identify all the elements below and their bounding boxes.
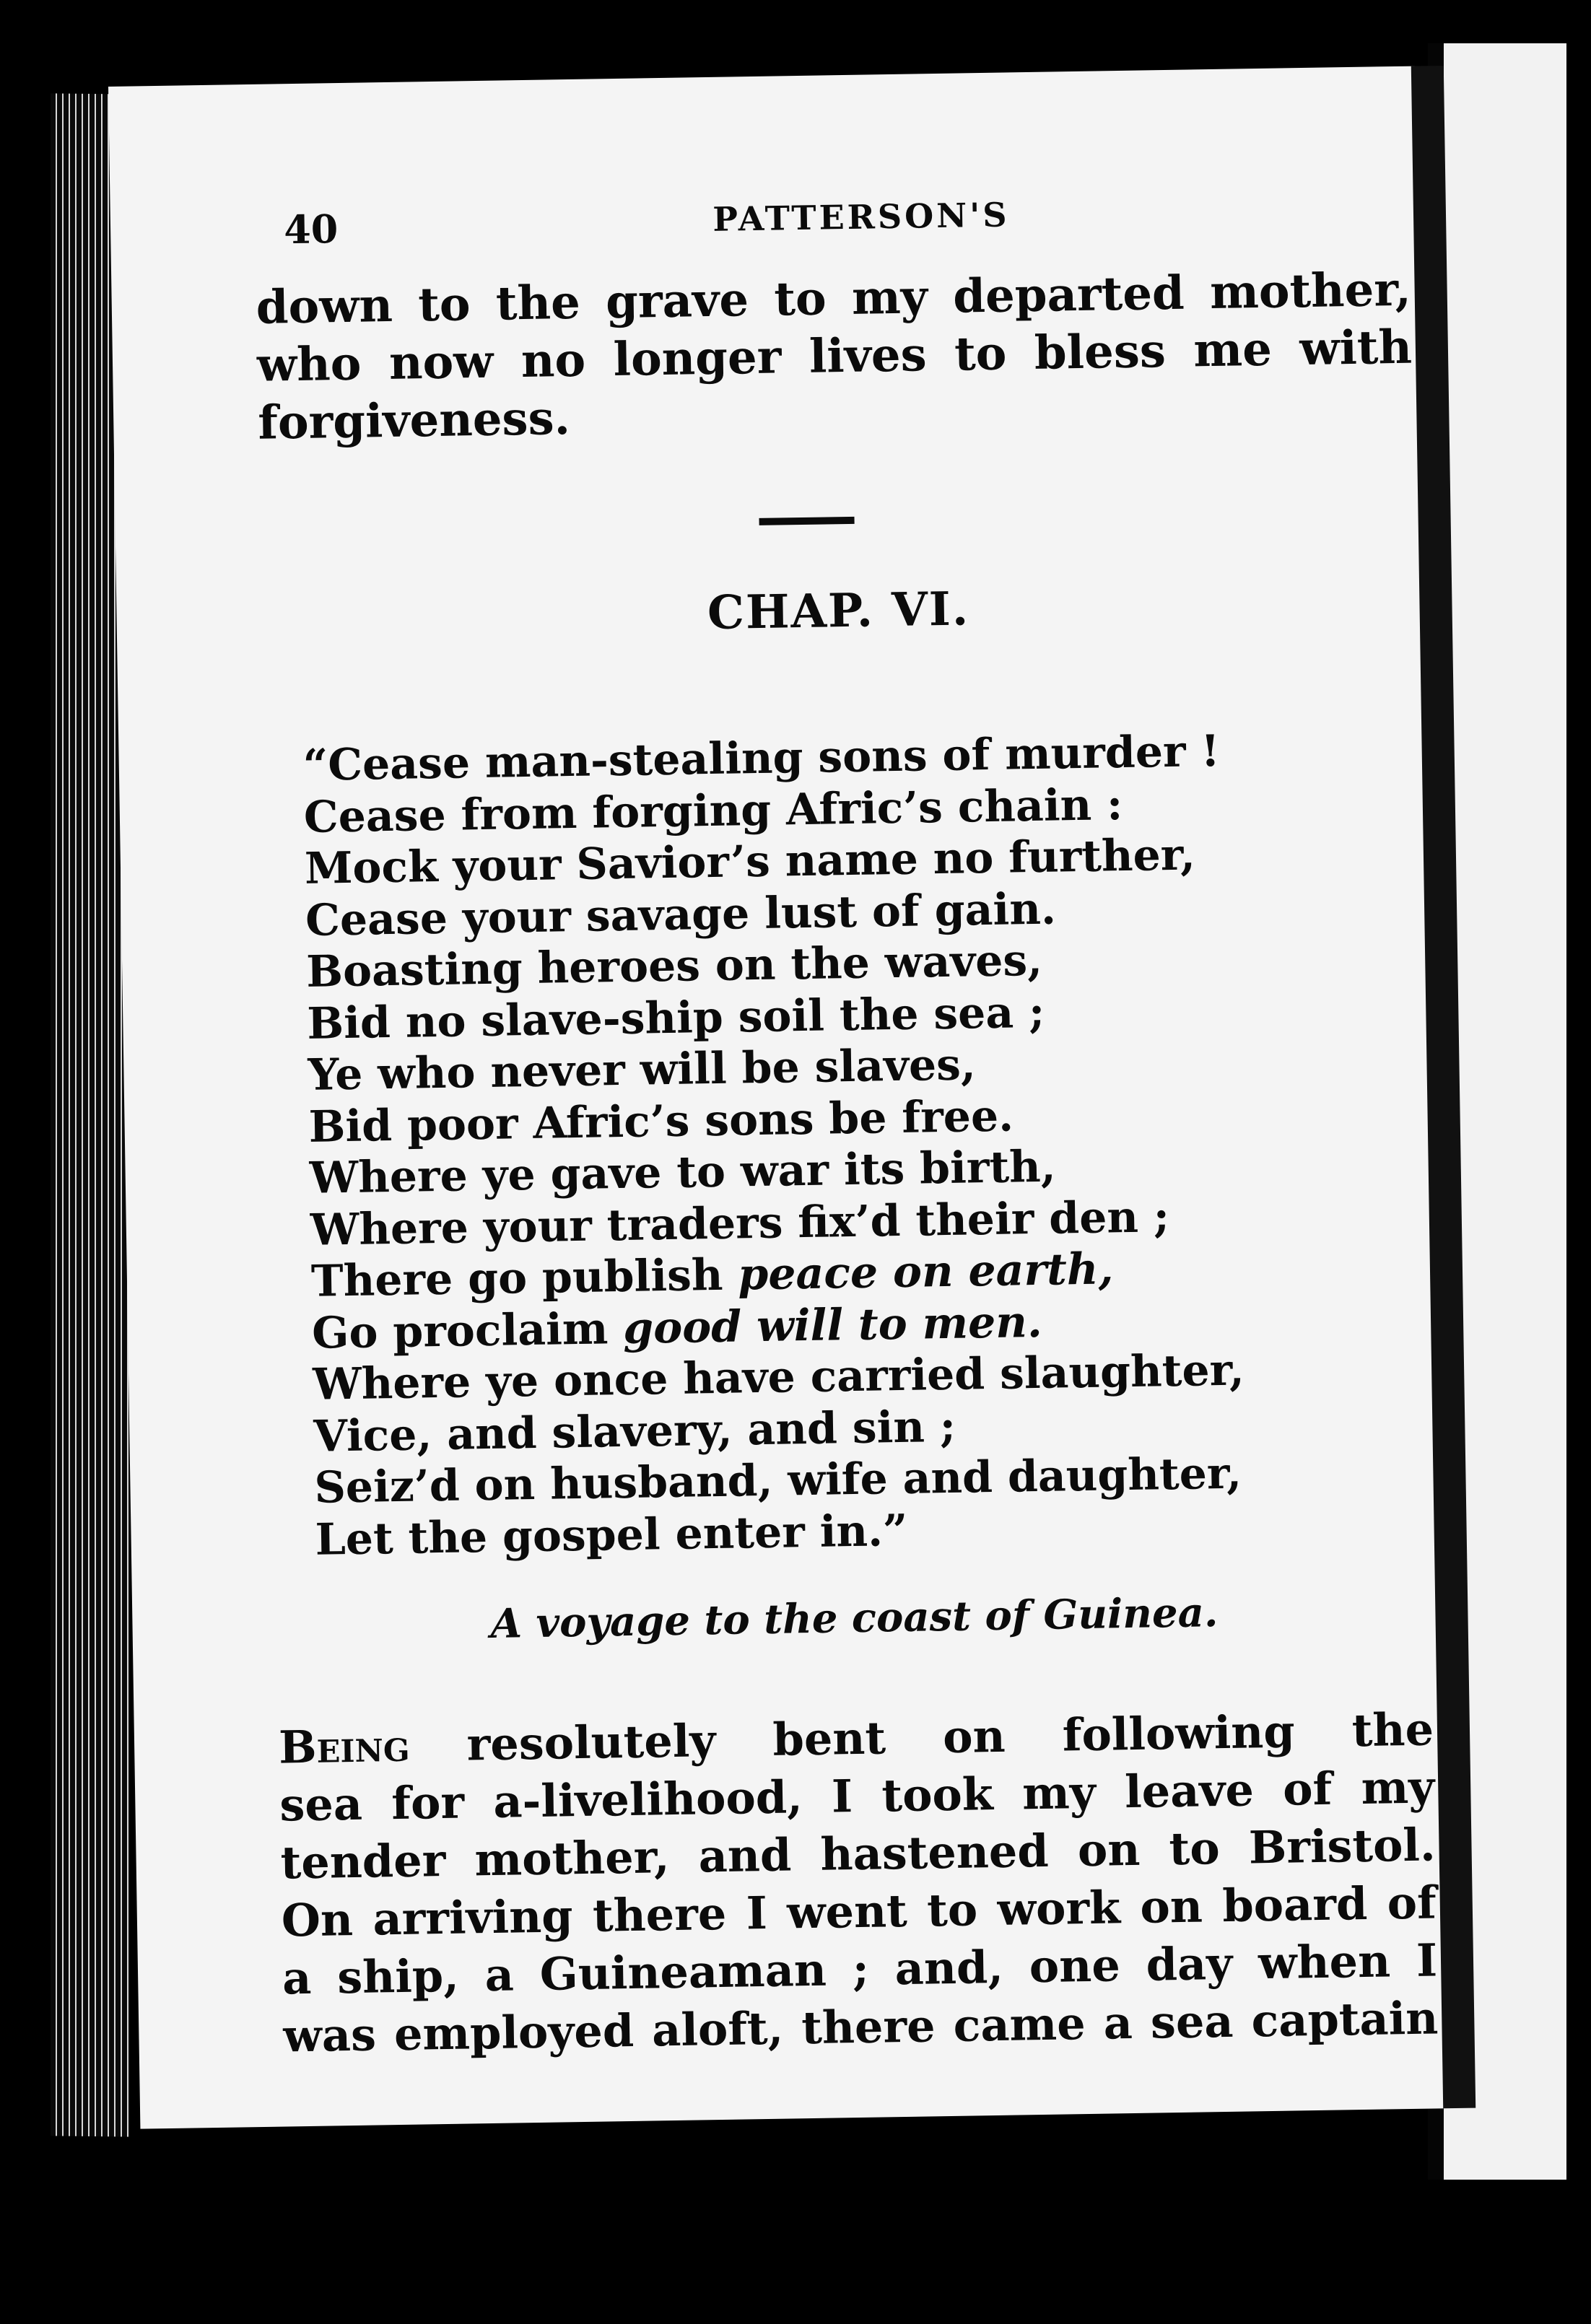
poem-line: Where your traders fix’d their den ; xyxy=(310,1191,1170,1256)
opening-paragraph xyxy=(256,261,1413,453)
poem-line: Cease from forging Afric’s chain : xyxy=(303,779,1123,843)
page-content xyxy=(108,66,1447,2129)
poem-line: Mock your Savior’s name no further, xyxy=(304,829,1196,894)
poem-line-text: Go proclaim xyxy=(311,1303,624,1359)
chapter-heading: CHAP. VI. xyxy=(707,582,970,641)
running-title: PATTERSON'S xyxy=(712,195,1010,239)
paragraph-line: down to the grave to my departed mother, xyxy=(256,262,1412,335)
paragraph-line-text: resolutely bent on following the xyxy=(409,1703,1434,1772)
poem-line: Seiz’d on husband, wife and daughter, xyxy=(313,1448,1242,1513)
poem-line: Bid no slave-ship soil the sea ; xyxy=(306,987,1045,1049)
poem-line-text: There go publish xyxy=(310,1249,738,1307)
poem-line: Bid poor Afric’s sons be free. xyxy=(308,1090,1014,1153)
paragraph-line: tender mother, and hastened on to Bristol. xyxy=(280,1818,1437,1890)
poem-line: Vice, and slavery, and sin ; xyxy=(313,1401,956,1462)
poem-line: Ye who never will be slaves, xyxy=(308,1039,977,1101)
section-heading: A voyage to the coast of Guinea. xyxy=(490,1589,1219,1648)
section-divider xyxy=(759,517,855,525)
poem xyxy=(302,725,1326,1566)
paragraph-line: who now no longer lives to bless me with xyxy=(256,320,1413,393)
book-page xyxy=(108,66,1447,2129)
closing-paragraph xyxy=(279,1700,1439,2065)
poem-line: Cease your savage lust of gain. xyxy=(305,883,1057,946)
paragraph-line: sea for a-livelihood, I took my leave of my xyxy=(279,1760,1435,1832)
paragraph-line: a ship, a Guineaman ; and, one day when I xyxy=(282,1934,1438,2005)
page-number: 40 xyxy=(283,206,339,253)
poem-line: Boasting heroes on the waves, xyxy=(305,935,1043,997)
poem-line: Where ye once have carried slaughter, xyxy=(312,1345,1245,1410)
poem-italic-phrase: good will to men. xyxy=(622,1296,1043,1354)
running-head xyxy=(284,189,1411,264)
drop-word: Being xyxy=(278,1718,411,1774)
paragraph-line: was employed aloft, there came a sea captain xyxy=(282,1991,1439,2063)
poem-line: Where ye gave to war its birth, xyxy=(309,1141,1057,1204)
poem-line: Let the gospel enter in.” xyxy=(315,1505,909,1565)
poem-line: “Cease man-stealing sons of murder ! xyxy=(302,725,1221,791)
poem-italic-phrase: peace on earth, xyxy=(737,1244,1114,1301)
paragraph-line: forgiveness. xyxy=(257,391,571,450)
paragraph-line: On arriving there I went to work on board of xyxy=(281,1876,1437,1947)
